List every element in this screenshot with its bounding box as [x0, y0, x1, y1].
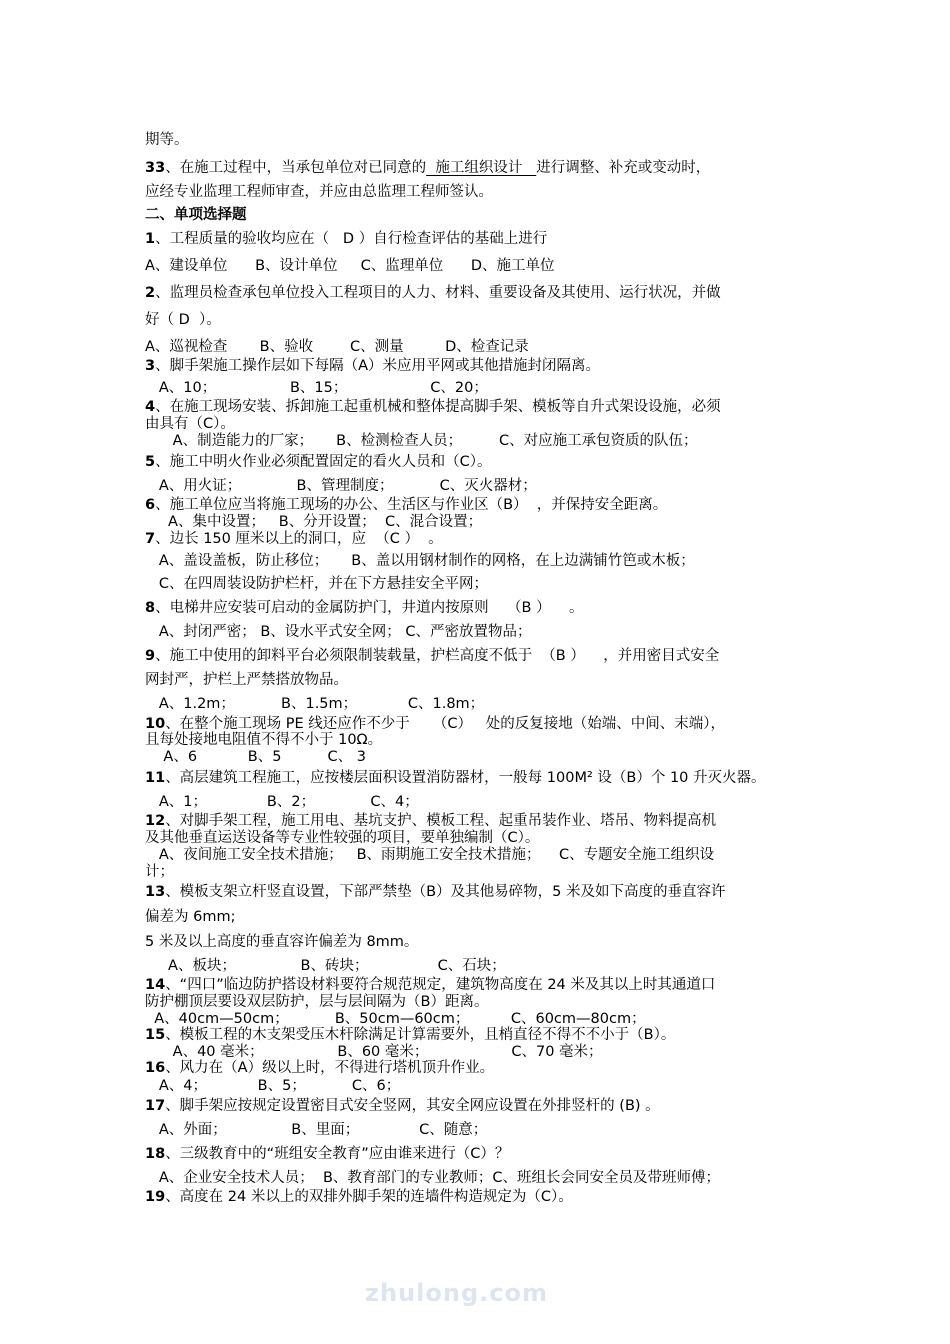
text-line: 网封严，护栏上严禁搭放物品。 [145, 672, 348, 688]
question-number: 13 [145, 884, 166, 900]
question-19 [145, 1188, 573, 1206]
options-line: C、在四周装设防护栏杆，并在下方悬挂安全平网； [145, 576, 488, 592]
text-line: 5 米及以上高度的垂直容许偏差为 8mm。 [145, 934, 419, 950]
options-line: A、夜间施工安全技术措施； B、雨期施工安全技术措施； C、专题安全施工组织设 [145, 847, 715, 863]
options-line: A、盖设盖板，防止移位； B、盖以用钢材制作的网格，在上边满铺竹笆或木板； [145, 553, 695, 569]
question-text: 、在整个施工现场 PE 线还应作不少于 （C） 处的反复接地（始端、中间、末端）， [165, 716, 726, 732]
question-text: 、“四口”临边防护搭设材料要符合规范规定，建筑物高度在 24 米及其以上时其通道口 [165, 977, 716, 993]
question-number: 7 [145, 531, 156, 547]
question-text: 、三级教育中的“班组安全教育”应由谁来进行（C）？ [165, 1146, 510, 1162]
question-14 [145, 976, 715, 994]
question-number: 12 [145, 813, 166, 829]
text-line: 防护棚顶层要设双层防护，层与层间隔为（B）距离。 [145, 994, 489, 1010]
text-line: 应经专业监理工程师审查，并应由总监理工程师签认。 [145, 184, 493, 200]
options-line: A、封闭严密； B、设水平式安全网； C、严密放置物品； [145, 624, 532, 640]
question-2 [145, 284, 721, 302]
question-number: 16 [145, 1060, 166, 1076]
question-text: 、模板支架立杆竖直设置，下部严禁垫（B）及其他易碎物，5 米及如下高度的垂直容许 [165, 884, 726, 900]
question-text: 、在施工现场安装、拆卸施工起重机械和整体提高脚手架、模板等自升式架设设施，必须 [155, 399, 721, 415]
underlined-answer: 施工组织设计 [426, 160, 537, 176]
question-number: 18 [145, 1146, 166, 1162]
options-line: A、外面； B、里面； C、随意； [145, 1122, 488, 1138]
question-text: 、电梯井应安装可启动的金属防护门，井道内按原则 （B ） 。 [155, 600, 584, 616]
text-line: 由具有（C）。 [145, 416, 235, 432]
question-number: 9 [145, 648, 156, 664]
question-16 [145, 1059, 494, 1077]
options-line: A、1.2m； B、1.5m； C、1.8m； [145, 696, 485, 712]
text-line: 偏差为 6mm; [145, 909, 236, 925]
question-12 [145, 812, 716, 830]
question-3 [145, 357, 600, 375]
text-line: 且每处接地电阻值不得不小于 10Ω。 [145, 732, 383, 748]
question-text: 、施工中使用的卸料平台必须限制装载量，护栏高度不低于 （B ） ，并用密目式安全 [155, 648, 720, 664]
question-text: 进行调整、补充或变动时， [536, 160, 711, 176]
question-text: 、模板工程的木支架受压木杆除满足计算需要外，且梢直径不得不不小于（B）。 [165, 1027, 676, 1043]
question-number: 5 [145, 454, 156, 470]
question-text: 、脚手架应按规定设置密目式安全竖网，其安全网应设置在外排竖杆的 (B) 。 [165, 1098, 660, 1114]
question-number: 14 [145, 977, 166, 993]
text-line: 及其他垂直运送设备等专业性较强的项目，要单独编制（C）。 [145, 830, 540, 846]
question-text: 、监理员检查承包单位投入工程项目的人力、材料、重要设备及其使用、运行状况，并做 [155, 285, 721, 301]
options-line: A、企业安全技术人员； B、教育部门的专业教师；C、班组长会同安全员及带班师傅； [145, 1170, 721, 1186]
question-number: 15 [145, 1027, 166, 1043]
question-number: 2 [145, 285, 156, 301]
question-number: 11 [145, 770, 166, 786]
options-line: A、6 B、5 C、 3 [145, 749, 367, 765]
text-line: 好（ D ）。 [145, 312, 221, 328]
question-number: 6 [145, 497, 156, 513]
options-line: A、40 毫米； B、60 毫米； C、70 毫米； [145, 1044, 603, 1060]
question-number: 17 [145, 1098, 166, 1114]
question-4 [145, 398, 721, 416]
options-line: A、10； B、15； C、20； [145, 380, 488, 396]
options-line: A、用火证； B、管理制度； C、灭火器材； [145, 478, 537, 494]
question-15 [145, 1026, 675, 1044]
question-text: 、在施工过程中，当承包单位对已同意的 [165, 160, 427, 176]
question-number: 1 [145, 231, 156, 247]
question-6 [145, 496, 667, 514]
question-33 [145, 159, 710, 177]
question-number: 4 [145, 399, 156, 415]
question-9 [145, 647, 719, 665]
options-line: A、1； B、2； C、4； [145, 794, 419, 810]
question-text: 、工程质量的验收均应在（ D ）自行检查评估的基础上进行 [155, 231, 548, 247]
options-line: A、40cm—50cm； B、50cm—60cm； C、60cm—80cm； [145, 1011, 646, 1027]
question-text: 、高层建筑工程施工，应按楼层面积设置消防器材，一般每 100M² 设（B）个 10 升灭火器。 [165, 770, 766, 786]
text-line: 计； [145, 864, 174, 880]
question-13 [145, 883, 725, 901]
options-line: A、板块； B、砖块； C、石块； [145, 958, 506, 974]
question-number: 10 [145, 716, 166, 732]
question-text: 、高度在 24 米以上的双排外脚手架的连墙件构造规定为（C）。 [165, 1189, 573, 1205]
question-number: 33 [145, 160, 166, 176]
text-line: 期等。 [145, 132, 189, 148]
question-text: 、边长 150 厘米以上的洞口，应 （C ） 。 [155, 531, 443, 547]
question-11 [145, 769, 766, 787]
question-5 [145, 453, 491, 471]
question-text: 、风力在（A）级以上时，不得进行塔机顶升作业。 [165, 1060, 495, 1076]
options-line: A、集中设置； B、分开设置； C、混合设置； [145, 514, 483, 530]
question-number: 8 [145, 600, 156, 616]
question-text: 、对脚手架工程，施工用电、基坑支护、模板工程、起重吊装作业、塔吊、物料提高机 [165, 813, 717, 829]
question-7 [145, 530, 443, 548]
question-17 [145, 1097, 660, 1115]
options-line: A、建设单位 B、设计单位 C、监理单位 D、施工单位 [145, 258, 555, 274]
section-heading: 二、单项选择题 [145, 207, 247, 223]
watermark: zhulong.com [365, 1279, 548, 1307]
question-text: 、施工中明火作业必须配置固定的看火人员和（C）。 [155, 454, 492, 470]
question-text: 、脚手架施工操作层如下每隔（A）米应用平网或其他措施封闭隔离。 [155, 358, 601, 374]
question-8 [145, 599, 584, 617]
question-number: 3 [145, 358, 156, 374]
options-line: A、制造能力的厂家； B、检测检查人员； C、对应施工承包资质的队伍； [145, 433, 698, 449]
question-text: 、施工单位应当将施工现场的办公、生活区与作业区（B） ，并保持安全距离。 [155, 497, 668, 513]
options-line: A、4； B、5； C、6； [145, 1078, 401, 1094]
question-1 [145, 230, 547, 248]
options-line: A、巡视检查 B、验收 C、测量 D、检查记录 [145, 339, 529, 355]
question-18 [145, 1145, 509, 1163]
question-number: 19 [145, 1189, 166, 1205]
